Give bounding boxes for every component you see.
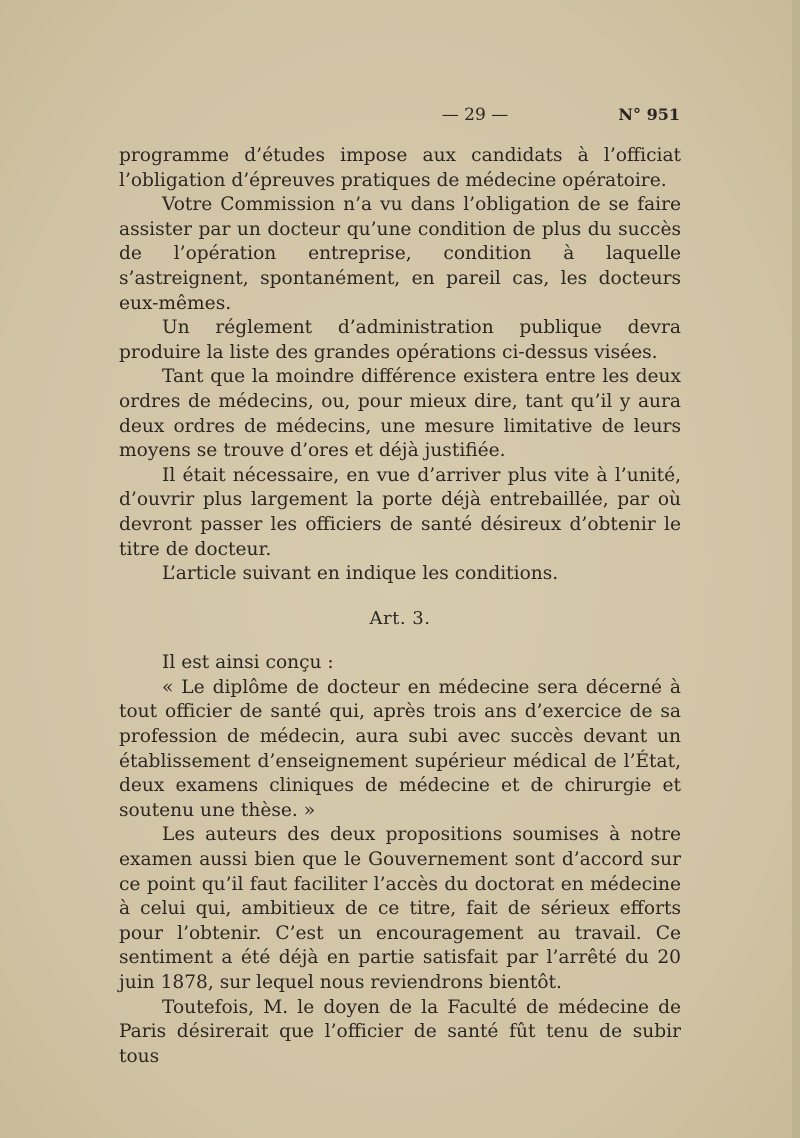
paragraph: Tant que la moindre différence existera entre les deux ordres de médecins, ou, pour mieux dire, tant qu’il y aura deux ordres de médecins, une mesure limitative de leurs moyens se trouve d’ores et déjà justifiée. [119, 366, 681, 462]
running-head [120, 105, 680, 131]
page-number: — 29 — [441, 105, 509, 125]
quoted-article-text: « Le diplôme de docteur en médecine sera décerné à tout officier de santé qui, après trois ans d’exercice de sa profession de médecin, aura subi avec succès devant un établissement d’enseignement supérieur médical de l’État, deux examens cliniques de médecine et de chirurgie et soutenu une thèse. » [119, 676, 681, 821]
paragraph: Il est ainsi conçu : [162, 652, 334, 674]
document-number: N° 951 [618, 105, 680, 124]
article-heading: Art. 3. [369, 607, 431, 629]
body-text [119, 144, 681, 1069]
paragraph: Toutefois, M. le doyen de la Faculté de médecine de Paris désirerait que l’officier de santé fût tenu de subir tous [119, 996, 681, 1067]
paragraph: Votre Commission n’a vu dans l’obligation de se faire assister par un docteur qu’une condition de plus du succès de l’opération entreprise, condition à laquelle s’astreignent, spontanément, en pareil cas, les docteurs eux-mêmes. [119, 194, 681, 314]
paragraph-continued: programme d’études impose aux candidats à l’officiat l’obligation d’épreuves pratiques de médecine opératoire. [119, 145, 681, 191]
paragraph: Un réglement d’administration publique devra produire la liste des grandes opérations ci-dessus visées. [119, 317, 681, 363]
paragraph: Les auteurs des deux propositions soumises à notre examen aussi bien que le Gouvernement sont d’accord sur ce point qu’il faut faciliter l’accès du doctorat en médecine à celui qui, ambitieux de ce titre, fait de sérieux efforts pour l’obtenir. C’est un encouragement au travail. Ce sentiment a été déjà en partie satisfait par l’arrêté du 20 juin 1878, sur lequel nous reviendrons bientôt. [119, 824, 681, 993]
paragraph: Il était nécessaire, en vue d’arriver plus vite à l’unité, d’ouvrir plus largement la porte déjà entrebaillée, par où devront passer les officiers de santé désireux d’obtenir le titre de docteur. [119, 464, 681, 560]
paragraph: L’article suivant en indique les conditions. [162, 563, 559, 585]
